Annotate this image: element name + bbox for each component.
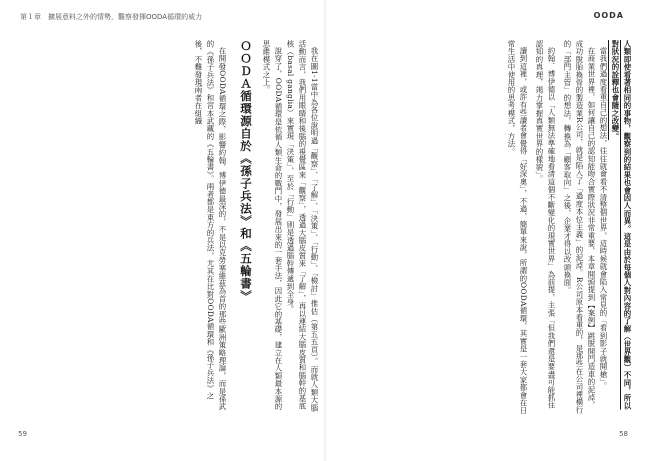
section-heading [238,40,254,415]
body-paragraph: 在商業世界裡，如何讓自己的認知能吻合實際狀況非常重要，本章開頭提到【案例】跳脫開門造車的泥淖，成功脫胎換骨的製造業R公司，就是陷入了「過度本位主義」的泥淖。R公司原本看重的，是那些在公司裡橫行的「部門主管」的想法，轉換為「顧客取向」之後，企業才得以改頭換面。 [563,40,596,414]
body-paragraph: 我在圖1-1當中為各位說明過「觀察」、「了解」、「決策」、「行動」、「檢討」推估（第五五頁）。而就人類大腦活動而言，我們用眼睛和後腦的視覺區來「觀察」，透過大腦皮質來「了解」，再以連結大腦皮質和腦幹的基底核（basal ganglia）來實現「決策」，至於「行動」則是透過腦幹傳遞到全身。 [286,40,319,412]
right-page-body [333,40,633,415]
running-head-brand: OODA [593,11,624,20]
page-number: 59 [18,430,27,438]
body-paragraph: 約翰．博伊德以「人類無法準確地看清這個不斷變化的現實世界」為前提，主張「但我們還是要盡可能抓住認知的真理，竭力掌握真實世界的樣貌」。 [535,40,556,410]
left-page-body [58,40,320,415]
running-head: 第１章 擴展意料之外的情勢，觀察發揮OODA循環的威力 [20,13,203,21]
body-paragraph: 當我們過度看重自己的想法，往往就會看不清整個世界，這時候就會陷入常見的「看到影子就開槍」。 [599,47,608,391]
body-paragraph: 讀到這裡，或許有些讀者會覺得「好深奧」，不過，簡單來說，所謂的OODA循環，其實是一套大家都會在日常生活中使用的思考模式，方法。 [507,40,528,415]
body-paragraph: 在開發OODA循環之際，影響約翰．博伊德最深的，不是以克勞塞維茲為首的那些歐洲策略理論，而是孫武的《孫子兵法》和宮本武藏的《五輪書》。兩者都是東方的兵法，尤其在比對OODA循環和《孫子兵法》之後，不難發現兩者在組織 [194,40,227,411]
page-number: 58 [619,430,628,438]
section-heading-text: ＯＯＤＡ循環源自於《孫子兵法》和《五輪書》 [239,40,253,303]
right-page [325,0,650,461]
highlight-paragraph: 人類即使看著相同的事物，觀察到的結果也會因人而異。這是由於每個人對內容的了解（世界觀）不同，所以對狀況的詮釋也會隨之改變。 [611,40,632,410]
body-paragraph: 說穿了，OODA循環是依循人類生命的戰鬥中，發展出來的一套手法，因此它的基礎，建立在人類最本源的思維模式之上。 [262,40,283,411]
